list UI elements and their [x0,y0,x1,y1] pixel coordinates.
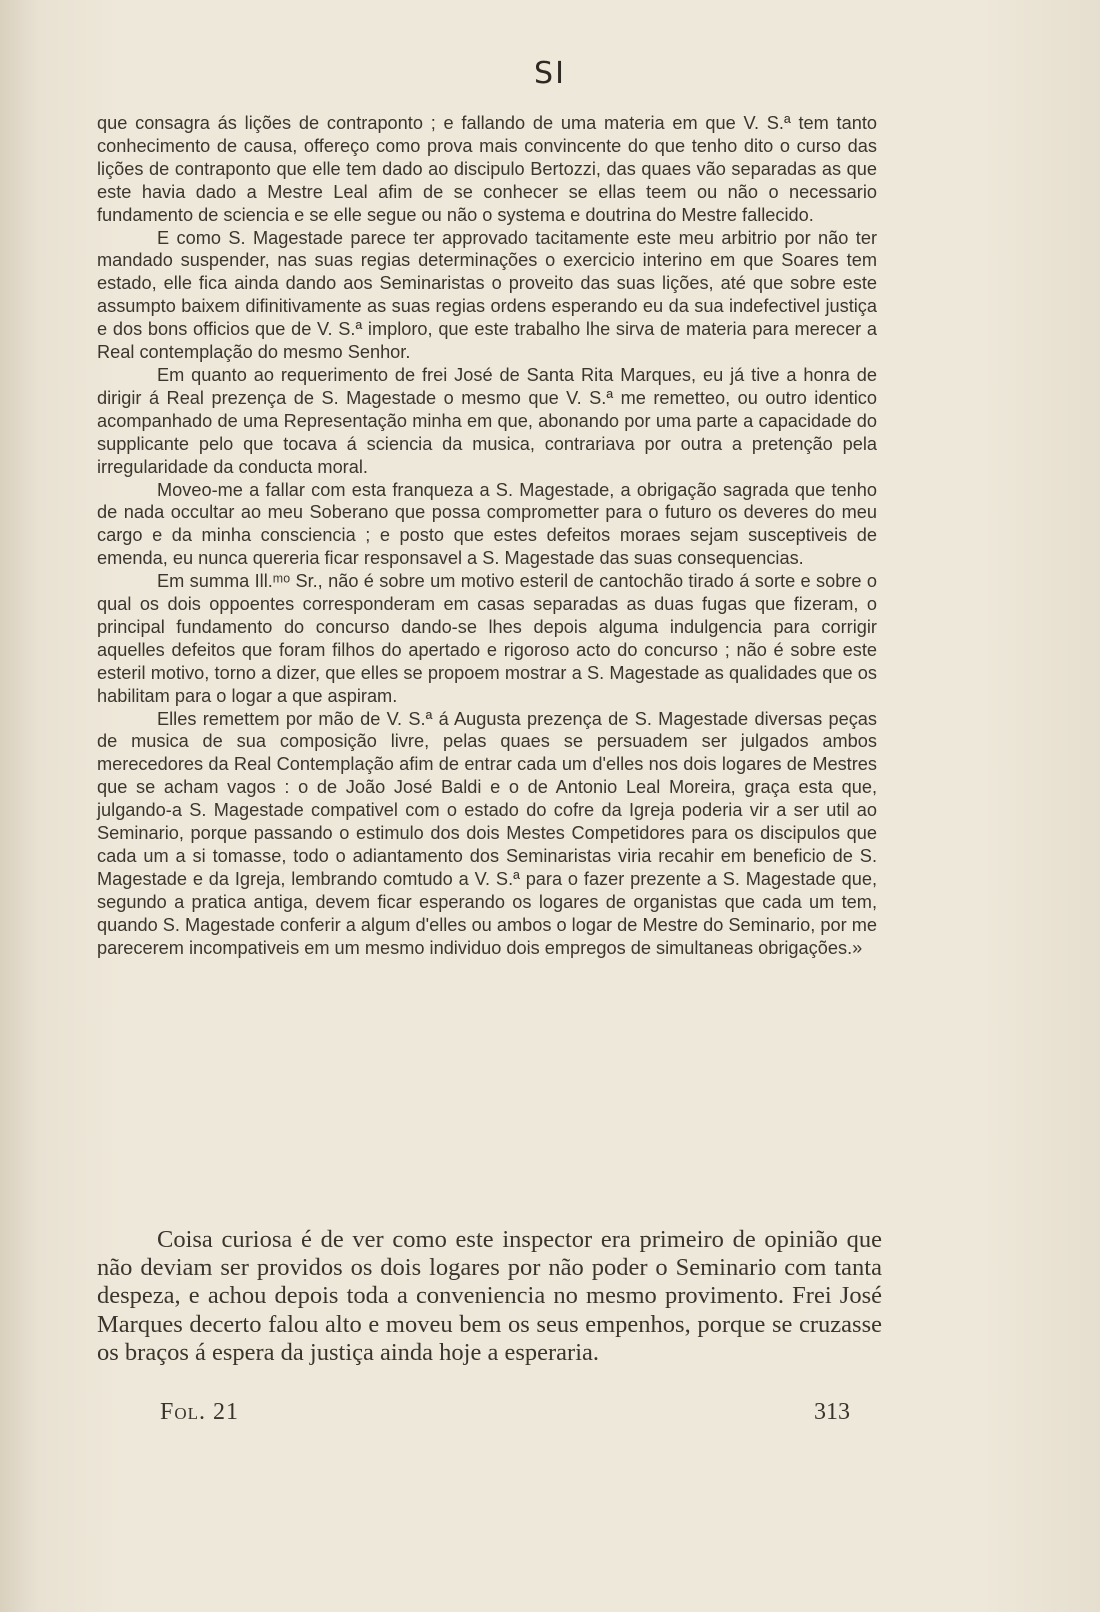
folio-signature: Fol. 21 [160,1399,240,1425]
quote-paragraph-3: Em quanto ao requerimento de frei José de Santa Rita Marques, eu já tive a honra de dirigir á Real prezença de S. Magestade o mesmo que V. S.ª me remetteo, ou outro identico acompanhado de uma Representação minha em que, abonando por uma parte a capacidade do supplicante pelo que tocava á sciencia da musica, contrariava por outra a pretenção pela irregularidade da conducta moral. [97,364,877,477]
quote-paragraph-5: Em summa Ill.ᵐᵒ Sr., não é sobre um motivo esteril de cantochão tirado á sorte e sobre o qual os dois oppoentes corresponderam em casas separadas as duas fugas que fizeram, o principal fundamento do concurso dando-se lhes depois alguma indulgencia para corrigir aquelles defeitos que foram filhos do apertado e rigoroso acto do concurso ; não é sobre este esteril motivo, torno a dizer, que elles se propoem mostrar a S. Magestade as qualidades que os habilitam para o logar a que aspiram. [97,571,877,706]
body-paragraph: Coisa curiosa é de ver como este inspector era primeiro de opinião que não deviam ser providos os dois logares por não poder o Seminario com tanta despeza, e achou depois toda a conveniencia no mesmo provimento. Frei José Marques decerto falou alto e moveu bem os seus empenhos, porque se cruzasse os braços á espera da justiça ainda hoje a esperaria. [97,1226,882,1366]
quote-paragraph-6: Elles remettem por mão de V. S.ª á Augusta prezença de S. Magestade diversas peças de musica de sua composição livre, pelas quaes se persuadem ser julgados ambos merecedores da Real Contemplação afim de entrar cada um d'elles nos dois logares de Mestres que se acham vagos : o de João José Baldi e o de Antonio Leal Moreira, graça esta que, julgando-a S. Magestade compativel com o estado do cofre da Igreja poderia vir a ser util ao Seminario, porque passando o estimulo dos dois Mestes Competidores para os discipulos que cada um a si tomasse, todo o adiantamento dos Seminaristas viria recahir em beneficio de S. Magestade e da Igreja, lembrando comtudo a V. S.ª para o fazer prezente a S. Magestade que, segundo a pratica antiga, devem ficar esperando os logares de organistas que cada um tem, quando S. Magestade conferir a algum d'elles ou ambos o logar de Mestre do Seminario, por me parecerem incompativeis em um mesmo individuo dois empregos de simultaneas obrigações.» [97,708,877,958]
quoted-letter [97,112,877,960]
quote-paragraph-2: E como S. Magestade parece ter approvado tacitamente este meu arbitrio por não ter mandado suspender, nas suas regias determinações o exercicio interino em que Soares tem estado, elle fica ainda dando aos Seminaristas o proveito das suas lições, até que sobre este assumpto baixem difinitivamente as suas regias ordens esperando eu da sua indefectivel justiça e dos bons officios que de V. S.ª imploro, que este trabalho lhe sirva de materia para merecer a Real contemplação do mesmo Senhor. [97,227,877,363]
body-text [97,1226,882,1367]
quote-paragraph-1: que consagra ás lições de contraponto ; e fallando de uma materia em que V. S.ª tem tanto conhecimento de causa, offereço como prova mais convincente do que tenho dito o curso das lições de contraponto que elle tem dado ao discipulo Bertozzi, das quaes vão separadas as que este havia dado a Mestre Leal afim de se conhecer se ellas teem ou não o necessario fundamento de sciencia e se elle segue ou não o systema e doutrina do Mestre fallecido. [97,113,877,225]
page-number: 313 [814,1399,850,1425]
page-header-signature: SI [534,56,566,91]
quote-paragraph-4: Moveo-me a fallar com esta franqueza a S. Magestade, a obrigação sagrada que tenho de nada occultar ao meu Soberano que possa comprometter para o futuro os deveres do meu cargo e da minha consciencia ; e posto que estes defeitos moraes sejam susceptiveis de emenda, eu nunca quereria ficar responsavel a S. Magestade das suas consequencias. [97,479,877,569]
